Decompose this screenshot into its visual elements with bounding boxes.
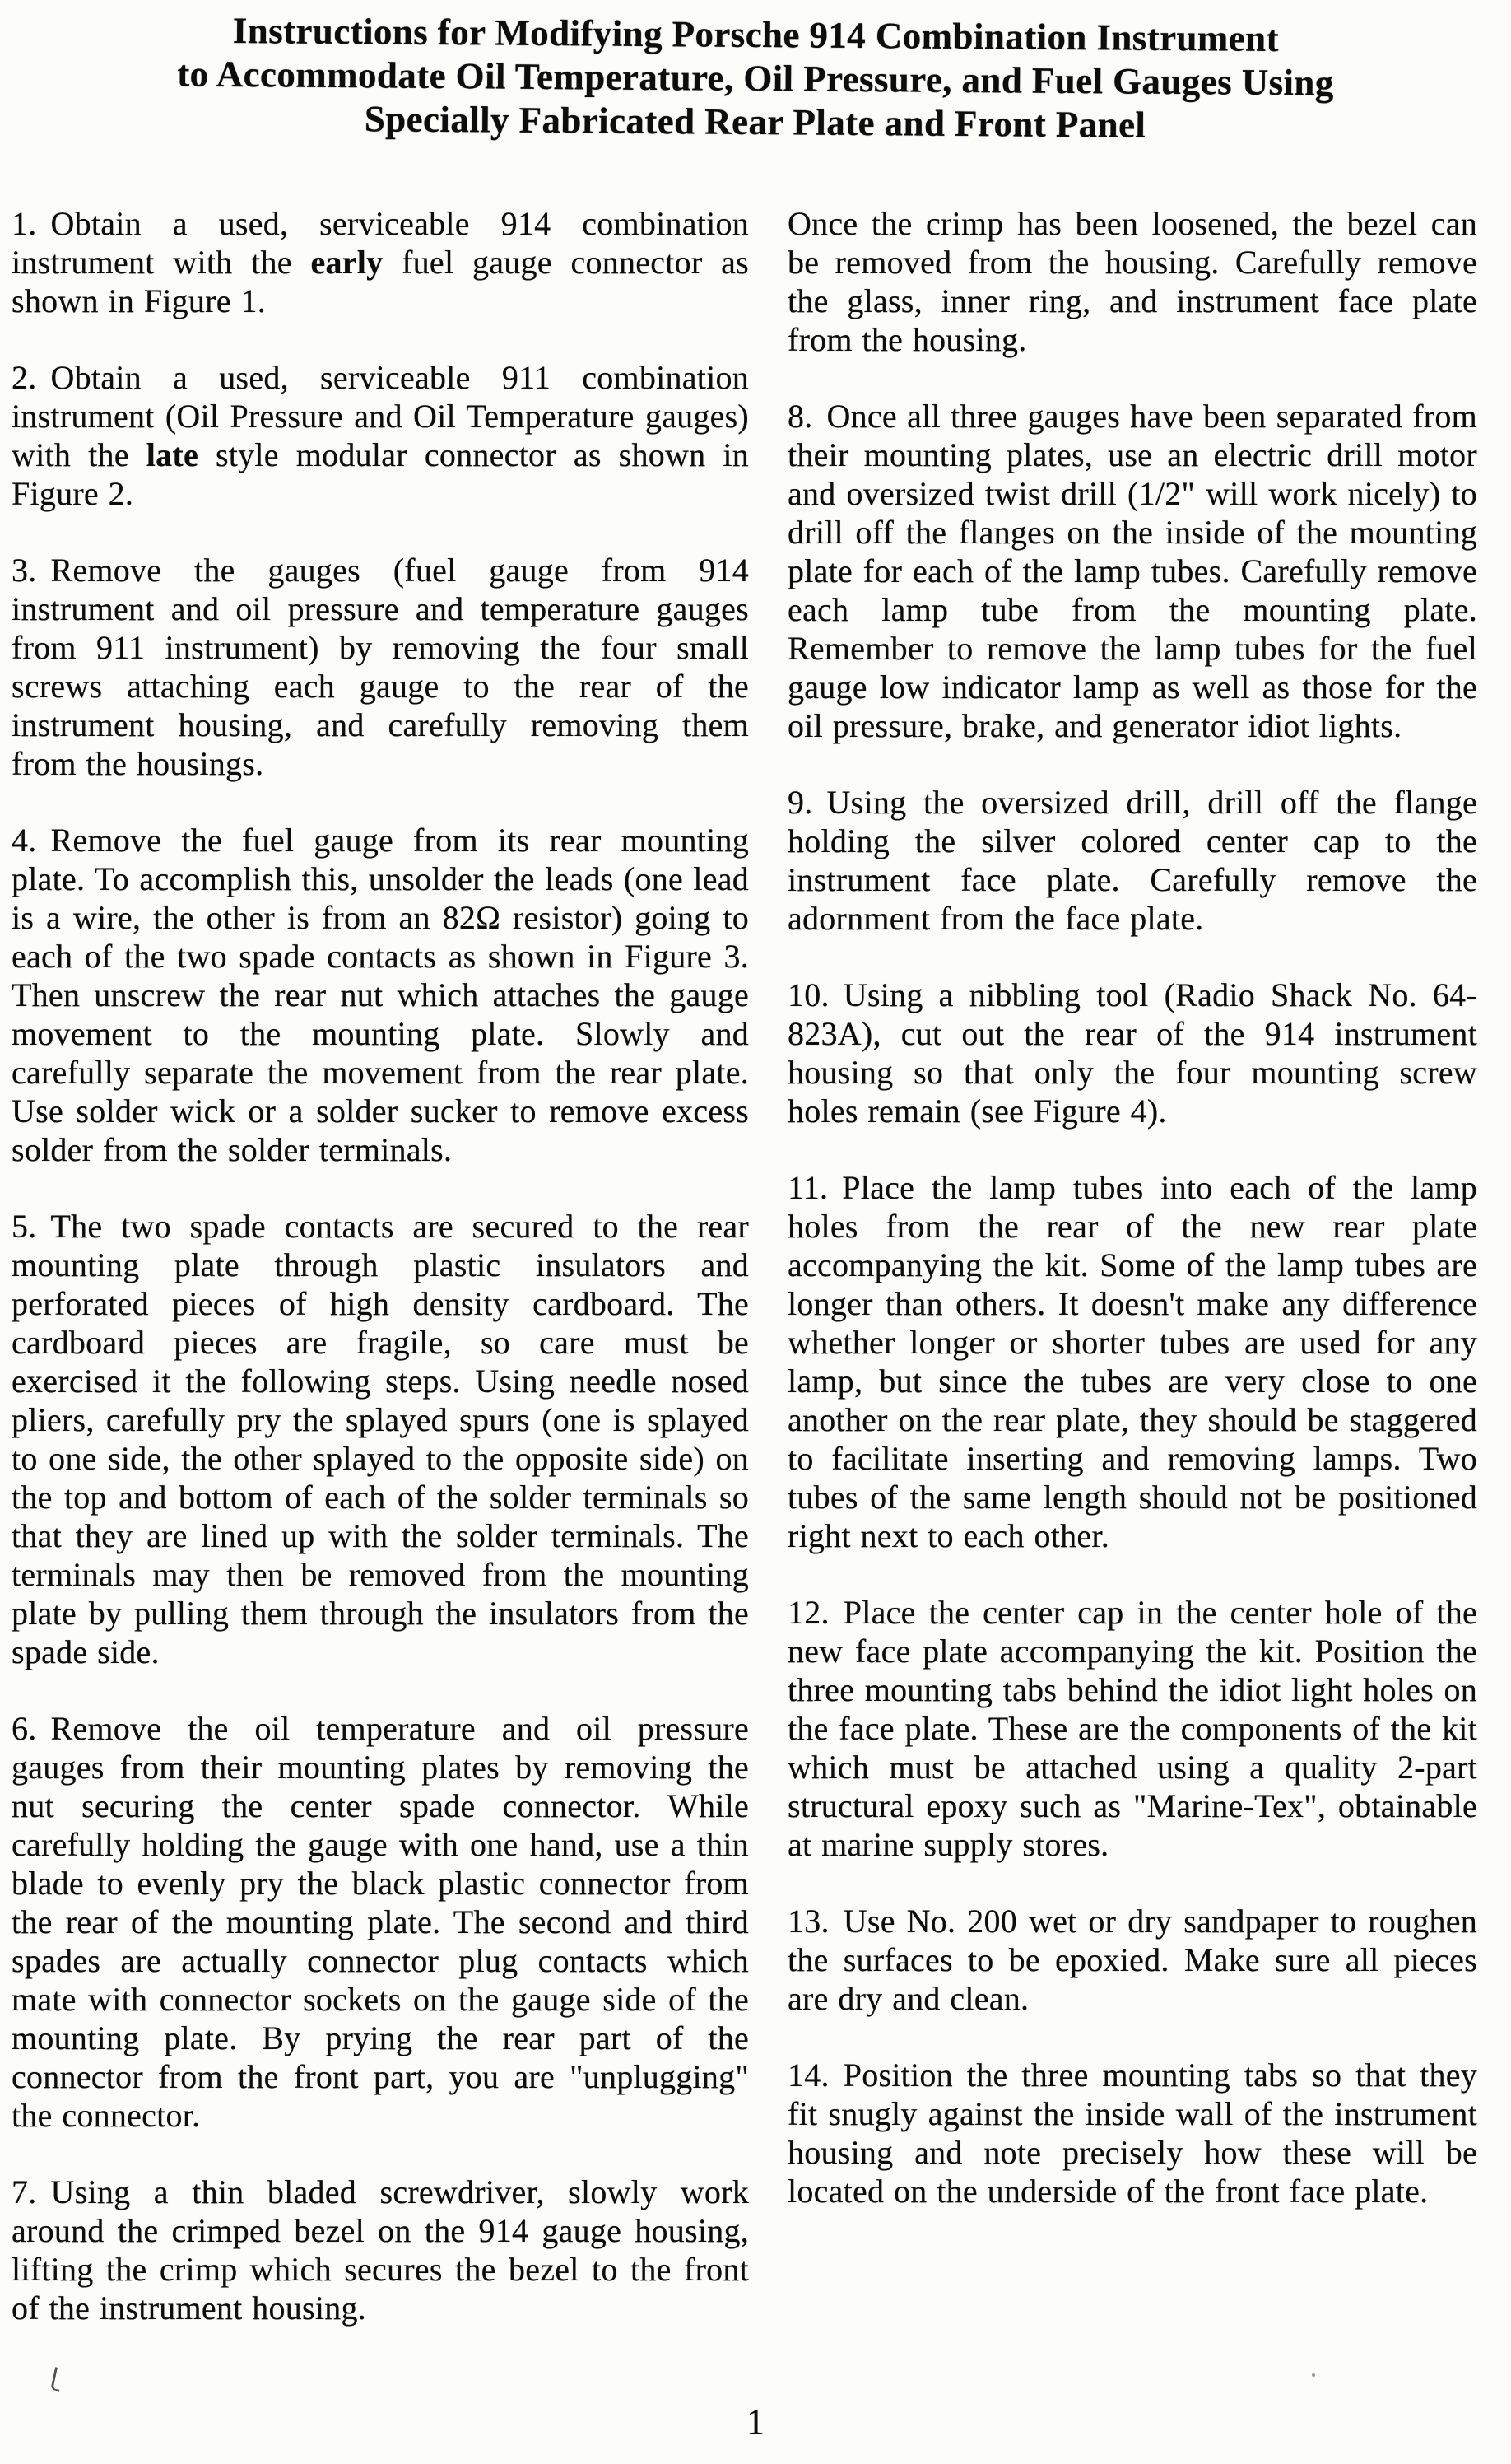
step-4-number: 4. [12,822,37,859]
step-3-paragraph [12,551,749,783]
document-title-line-1: Instructions for Modifying Porsche 914 Combination Instrument [232,10,1280,59]
step-3-number: 3. [12,552,37,589]
document-title-line-2: to Accommodate Oil Temperature, Oil Pressure, and Fuel Gauges Using [177,53,1334,104]
step-5-text: The two spade contacts are secured to the rear mounting plate through plastic insulators and perforated pieces of high density cardboard. The cardboard pieces are fragile, so care must be exercised it the following steps. Using needle nosed pliers, carefully pry the splayed spurs (one is splayed to one side, the other splayed to the opposite side) on the top and bottom of each of the solder terminals so that they are lined up with the solder terminals. The terminals may then be removed from the mounting plate by pulling them through the insulators from the spade side. [12,1208,749,1670]
step-4-text: Remove the fuel gauge from its rear mounting plate. To accomplish this, unsolder the leads (one lead is a wire, the other is from an 82Ω resistor) going to each of the two spade contacts as shown in Figure 3. Then unscrew the rear nut which attaches the gauge movement to the mounting plate. Slowly and carefully separate the movement from the rear plate. Use solder wick or a solder sucker to remove excess solder from the solder terminals. [12,822,749,1168]
step-2-text: Obtain a used, serviceable 911 combination instrument (Oil Pressure and Oil Temperature gauges) with the [12,359,749,473]
step-7-paragraph [12,2173,749,2327]
step-1-text: Obtain a used, serviceable 914 combination instrument with the [12,205,749,281]
step-7-text: Using a thin bladed screwdriver, slowly work around the crimped bezel on the 914 gauge housing, lifting the crimp which secures the bezel to the front of the instrument housing. [12,2173,749,2327]
document-title [0,7,1511,150]
step-3-text: Remove the gauges (fuel gauge from 914 instrument and oil pressure and temperature gauges from 911 instrument) by removing the four small screws attaching each gauge to the rear of the instrument housing, and carefully removing them from the housings. [12,552,749,782]
step-8-paragraph [788,397,1477,745]
step-6-number: 6. [12,1710,37,1747]
step-7-continuation-text: Once the crimp has been loosened, the bezel can be removed from the housing. Carefully remove the glass, inner ring, and instrument face plate from the housing. [788,205,1477,358]
step-2-paragraph [12,358,749,513]
step-6-paragraph [12,1709,749,2135]
step-2-text-tail: style modular connector as shown in Figure 2. [12,436,749,512]
step-8-text: Once all three gauges have been separated from their mounting plates, use an electric drill motor and oversized twist drill (1/2" will work nicely) to drill off the flanges on the inside of the mounting plate for each of the lamp tubes. Carefully remove each lamp tube from the mounting plate. Remember to remove the lamp tubes for the fuel gauge low indicator lamp as well as those for the oil pressure, brake, and generator idiot lights. [788,398,1477,744]
step-12-paragraph [788,1593,1477,1864]
step-2-number: 2. [12,359,37,396]
step-11-text: Place the lamp tubes into each of the lamp holes from the rear of the new rear plate accompanying the kit. Some of the lamp tubes are longer than others. It doesn't make any difference whether longer or shorter tubes are used for any lamp, but since the tubes are very close to one another on the rear plate, they should be staggered to facilitate inserting and removing lamps. Two tubes of the same length should not be positioned right next to each other. [788,1169,1477,1554]
step-5-paragraph [12,1207,749,1671]
scan-artifact-mark [50,2367,64,2392]
step-4-paragraph [12,821,749,1169]
step-1-paragraph [12,204,749,320]
step-10-text: Using a nibbling tool (Radio Shack No. 64-823A), cut out the rear of the 914 instrument housing so that only the four mounting screw holes remain (see Figure 4). [788,976,1477,1130]
left-column [12,204,749,2365]
step-9-text: Using the oversized drill, drill off the flange holding the silver colored center cap to the instrument face plate. Carefully remove the adornment from the face plate. [788,784,1477,937]
step-14-paragraph [788,2056,1477,2210]
step-7-continuation-paragraph [788,204,1477,359]
step-12-number: 12. [788,1594,830,1631]
step-9-number: 9. [788,784,813,821]
step-10-paragraph [788,976,1477,1130]
step-10-number: 10. [788,976,830,1013]
bold-emphasis-early: early [310,244,384,281]
step-14-number: 14. [788,2056,830,2094]
step-11-number: 11. [788,1169,829,1206]
step-13-text: Use No. 200 wet or dry sandpaper to roughen the surfaces to be epoxied. Make sure all pieces are dry and clean. [788,1903,1477,2017]
step-11-paragraph [788,1168,1477,1555]
step-9-paragraph [788,783,1477,938]
step-13-paragraph [788,1902,1477,2018]
step-6-text: Remove the oil temperature and oil pressure gauges from their mounting plates by removing the nut securing the center spade connector. While carefully holding the gauge with one hand, use a thin blade to evenly pry the black plastic connector from the rear of the mounting plate. The second and third spades are actually connector plug contacts which mate with connector sockets on the gauge side of the mounting plate. By prying the rear part of the connector from the front part, you are "unplugging" the connector. [12,1710,749,2134]
step-1-number: 1. [12,205,37,242]
document-title-line-3: Specially Fabricated Rear Plate and Front Panel [364,98,1146,146]
step-5-number: 5. [12,1208,37,1245]
step-1-text-tail: fuel gauge connector as shown in Figure 1. [12,244,750,319]
scan-speck [1312,2373,1315,2377]
step-8-number: 8. [788,398,813,435]
step-12-text: Place the center cap in the center hole of the new face plate accompanying the kit. Position the three mounting tabs behind the idiot light holes on the face plate. These are the components of the kit which must be attached using a quality 2-part structural epoxy such as "Marine-Tex", obtainable at marine supply stores. [788,1594,1477,1863]
step-7-number: 7. [12,2173,37,2210]
step-14-text: Position the three mounting tabs so that they fit snugly against the inside wall of the instrument housing and note precisely how these will be located on the underside of the front face plate. [788,2056,1477,2210]
right-column [788,204,1477,2248]
page-number: 1 [746,2401,765,2442]
bold-emphasis-late: late [146,436,198,473]
step-13-number: 13. [788,1903,830,1940]
